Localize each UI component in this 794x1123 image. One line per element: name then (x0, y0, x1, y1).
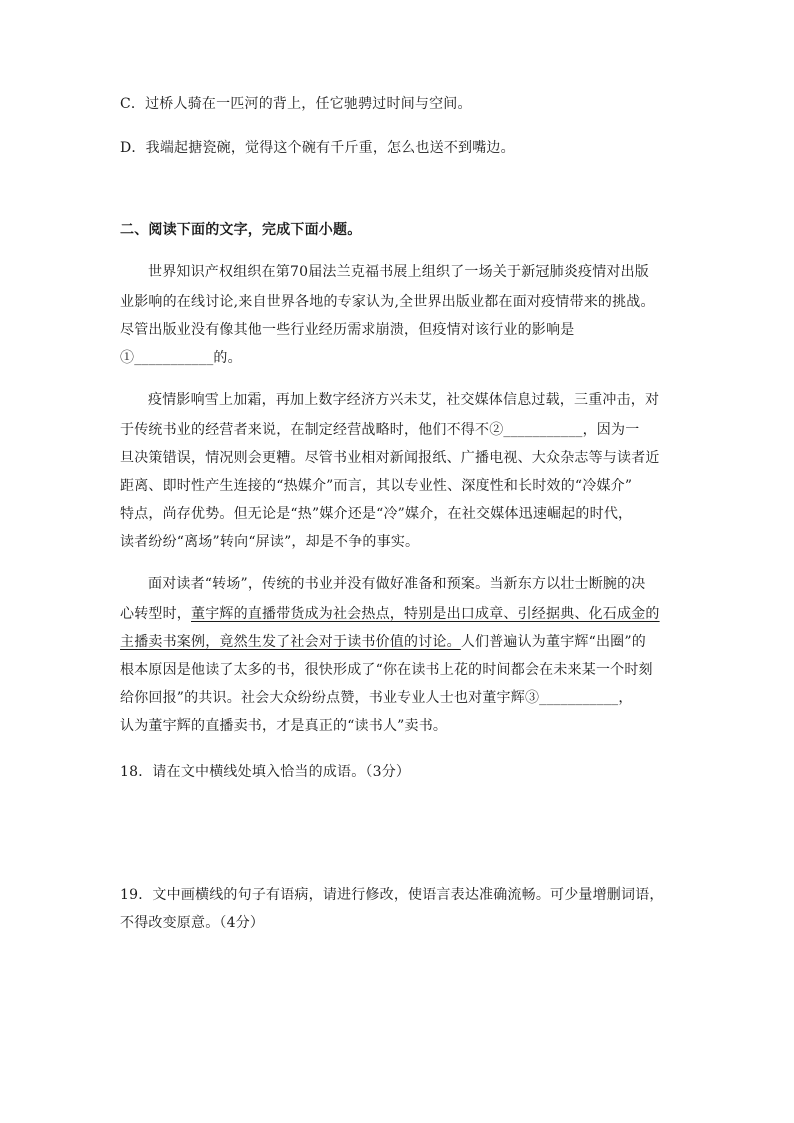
passage-p3-line-5: 给你回报”的共识。社会大众纷纷点赞，书业专业人士也对董宇辉③___________， (120, 690, 633, 706)
passage-p3-line-2-plain: 心转型时， (120, 606, 191, 622)
passage-p2-line-5: 特点，尚存优势。但无论是“热”媒介还是“冷”媒介，在社交媒体迅速崛起的时代， (120, 506, 633, 522)
passage-p3-line-6: 认为董宇辉的直播卖书，才是真正的“读书人”卖书。 (120, 718, 448, 734)
passage-p2-line-3: 旦决策错误，情况则会更糟。尽管书业相对新闻报纸、广播电视、大众杂志等与读者近 (120, 450, 660, 466)
section-heading: 二、阅读下面的文字，完成下面小题。 (120, 222, 362, 238)
question-18: 18．请在文中横线处填入恰当的成语。（3分） (120, 764, 411, 780)
passage-p3-line-2 (120, 604, 660, 624)
passage-p2-line-2: 于传统书业的经营者来说，在制定经营战略时，他们不得不②___________，因为一 (120, 422, 640, 438)
passage-p3-line-3-plain: 人们普遍认为董宇辉“出圈”的 (460, 634, 646, 650)
underlined-sentence-part-2: 主播卖书案例，竟然生发了社会对于读书价值的讨论。 (120, 634, 461, 650)
option-c: C．过桥人骑在一匹河的背上，任它驰骋过时间与空间。 (120, 96, 472, 112)
passage-p3-line-1: 面对读者“转场”，传统的书业并没有做好准备和预案。当新东方以壮士断腕的决 (148, 576, 646, 592)
underlined-sentence-part-1: 董宇辉的直播带货成为社会热点，特别是出口成章、引经据典、化石成金的 (191, 606, 660, 622)
passage-p1-line-2: 业影响的在线讨论,来自世界各地的专家认为,全世界出版业都在面对疫情带来的挑战。 (120, 294, 655, 310)
passage-p1-line-1: 世界知识产权组织在第70届法兰克福书展上组织了一场关于新冠肺炎疫情对出版 (148, 264, 650, 280)
passage-p2-line-1: 疫情影响雪上加霜，再加上数字经济方兴未艾，社交媒体信息过载，三重冲击，对 (148, 392, 660, 408)
option-d: D．我端起搪瓷碗，觉得这个碗有千斤重，怎么也送不到嘴边。 (120, 140, 515, 156)
question-19-line-2: 不得改变原意。（4分） (120, 915, 265, 931)
passage-p2-line-6: 读者纷纷“离场”转向“屏读”，却是不争的事实。 (120, 534, 420, 550)
question-19-line-1: 19．文中画横线的句子有语病，请进行修改，使语言表达准确流畅。可少量增删词语， (120, 887, 664, 903)
passage-p1-line-3: 尽管出版业没有像其他一些行业经历需求崩溃，但疫情对该行业的影响是 (120, 322, 575, 338)
passage-p3-line-3 (120, 632, 646, 652)
passage-p2-line-4: 距离、即时性产生连接的“热媒介”而言，其以专业性、深度性和长时效的“冷媒介” (120, 478, 633, 494)
passage-p3-line-4: 根本原因是他读了太多的书，很快形成了“你在读书上花的时间都会在未来某一个时刻 (120, 662, 653, 678)
passage-p1-line-4: ①___________的。 (120, 350, 242, 366)
